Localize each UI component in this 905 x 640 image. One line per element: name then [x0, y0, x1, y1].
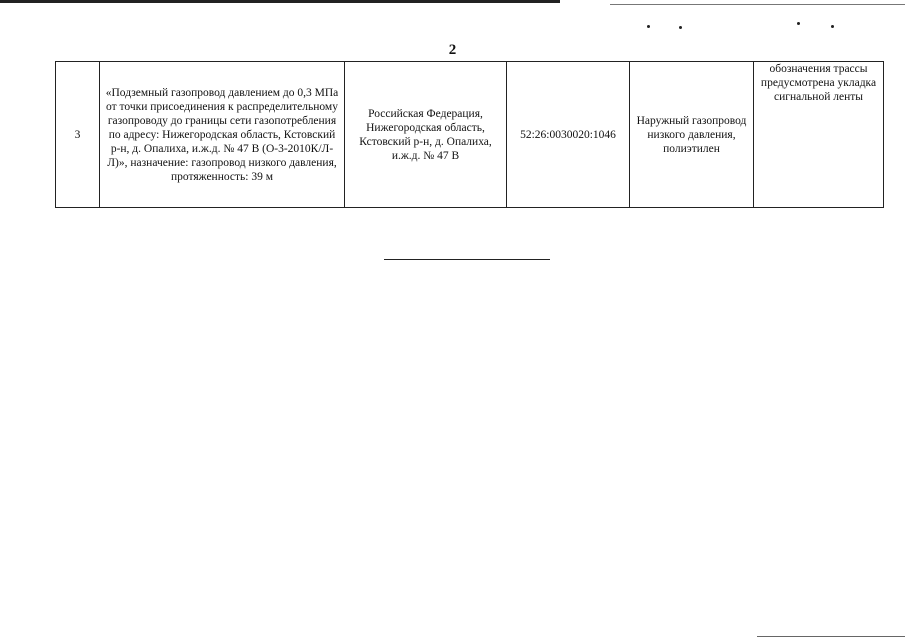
bottom-rule [757, 636, 905, 637]
top-rule [0, 0, 560, 3]
table-row [56, 62, 884, 208]
object-description-cell: «Подземный газопровод давлением до 0,3 МПа от точки присоединения к распределительному газопроводу до границы сети газопотребления по адресу: Нижегородская область, Кстовский р-н, д. Опалиха, и.ж.д. № 47 В (О-3-2010К/Л-Л)», назначение: газопровод низкого давления, протяженность: 39 м [100, 62, 345, 208]
scan-speck [647, 25, 650, 28]
note-cell: обозначения трассы предусмотрена укладка сигнальной ленты [754, 62, 884, 208]
cadastral-number-cell: 52:26:0030020:1046 [507, 62, 630, 208]
object-type-cell: Наружный газопровод низкого давления, полиэтилен [630, 62, 754, 208]
scan-speck [797, 22, 800, 25]
scan-speck [679, 26, 682, 29]
registry-table [55, 61, 884, 208]
row-index-cell: 3 [56, 62, 100, 208]
scan-speck [831, 25, 834, 28]
page-number: 2 [448, 42, 457, 58]
top-rule-faint [610, 4, 905, 5]
address-cell: Российская Федерация, Нижегородская область, Кстовский р-н, д. Опалиха, и.ж.д. № 47 В [345, 62, 507, 208]
document-end-rule [384, 259, 550, 260]
